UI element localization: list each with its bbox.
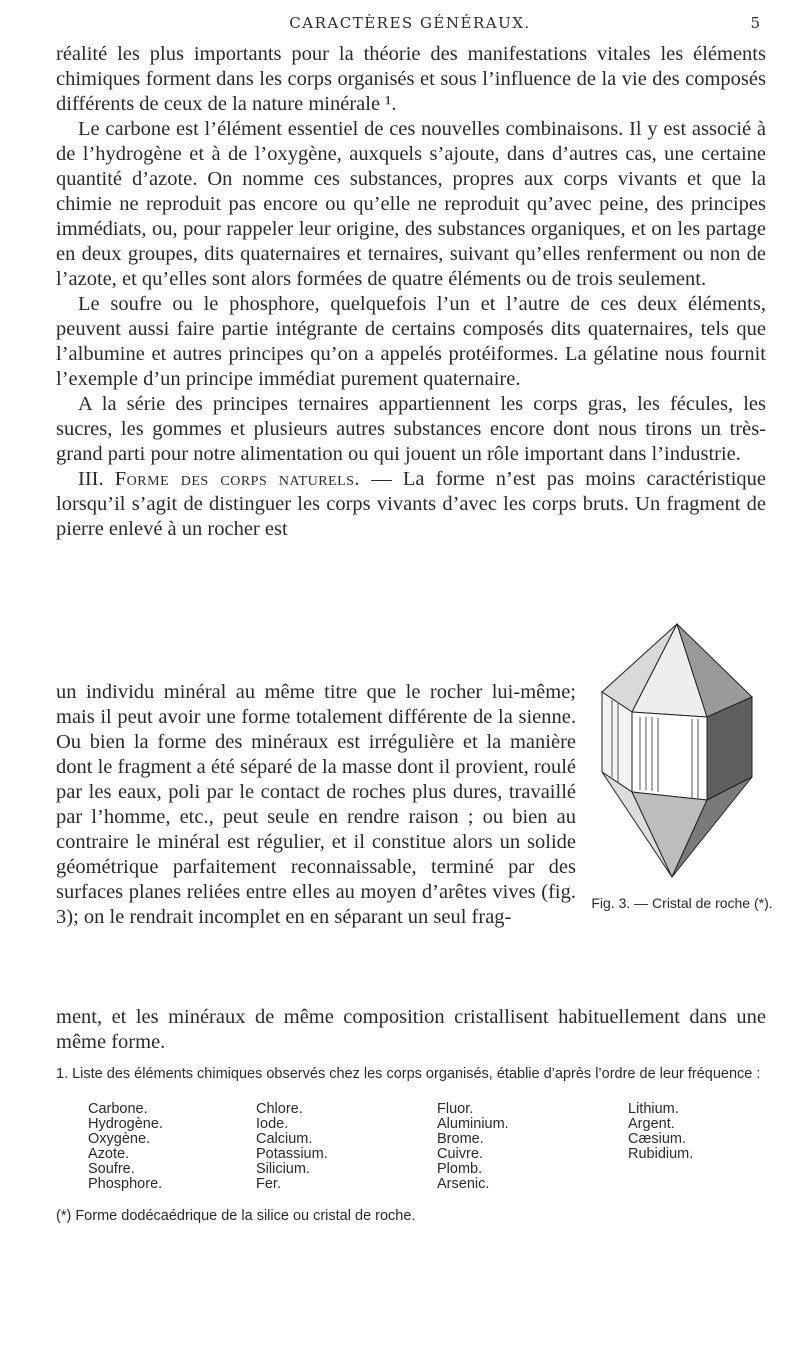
element-name: Rubidium. [628,1146,694,1162]
paragraph: Le carbone est l’élément essentiel de ces nouvelles combinaisons. Il y est associé à de l’hydrogène et à de l’oxygène, auxquels s’ajoute, dans d’autres cas, une certaine quantité d’azote. On nomme ces substances, propres aux corps vivants et que la chimie ne reproduit pas encore ou qu’elle ne reproduit qu’avec peine, des principes immédiats, ou, pour rappeler leur origine, des substances organiques, et on les partage en deux groupes, dits quaternaires et ternaires, suivant qu’elles renferment ou non de l’azote, et qu’elles sont alors formées de quatre éléments ou de trois seulement. [56,118,766,290]
page-header [60,14,760,38]
paragraph: A la série des principes ternaires appartiennent les corps gras, les fécules, les sucres, les gommes et plusieurs autres substances encore dont nous tirons un très-grand parti pour notre alimentation ou qui jouent un rôle important dans l’industrie. [56,393,766,465]
figure-caption: Fig. 3. — Cristal de roche (*). [591,895,773,911]
element-name: Aluminium. [437,1116,509,1132]
element-name: Phosphore. [88,1176,163,1192]
section-lead: — La forme n’est pas moins caractéristique lorsqu’il s’agit de distinguer les corps vivants d’avec les corps bruts. Un fragment de pierre enlevé à un rocher est [56,468,767,540]
wrapped-text [56,680,576,930]
quartz-crystal-illustration [592,622,762,882]
paragraph: Le soufre ou le phosphore, quelquefois l’un et l’autre de ces deux éléments, peuvent aussi faire partie intégrante de certains composés dits quaternaires, tels que l’albumine et autres principes qu’on a appelés protéiformes. La gélatine nous fournit l’exemple d’un principe immédiat purement quaternaire. [56,293,766,390]
element-name: Hydrogène. [88,1116,163,1132]
paragraph: réalité les plus importants pour la théorie des manifestations vitales les éléments chimiques forment dans les corps organisés et sous l’influence de la vie des composés différents de ceux de la nature minérale ¹. [56,43,766,115]
element-name: Brome. [437,1131,484,1147]
element-name: Lithium. [628,1101,679,1117]
page-number: 5 [750,14,760,32]
element-name: Arsenic. [437,1176,490,1192]
paragraph-wrapped: un individu minéral au même titre que le rocher lui-même; mais il peut avoir une forme totalement différente de la sienne. Ou bien la forme des minéraux est irrégulière et la manière dont le fragment a été séparé de la masse dont il provient, roulé par les eaux, poli par le contact de roches plus dures, travaillé par l’homme, etc., peut seule en rendre raison ; ou bien au contraire le minéral est régulier, et il constitue alors un solide géométrique parfaitement reconnaissable, terminé par des surfaces planes reliées entre elles au moyen d’arêtes vives (fig. 3); on le rendrait incomplet en en séparant un seul frag- [56,681,576,928]
paragraph-tail [56,1005,766,1055]
section-heading: Forme des corps naturels. [114,468,361,490]
footnote-intro: 1. Liste des éléments chimiques observés chez les corps organisés, établie d’après l’ordre de leur fréquence : [56,1066,761,1082]
element-name: Azote. [88,1146,130,1162]
element-name: Fer. [256,1176,281,1192]
element-name: Iode. [256,1116,289,1132]
crystal-prism-mid-face [632,712,707,800]
element-name: Silicium. [256,1161,310,1177]
element-name: Cæsium. [628,1131,687,1147]
element-name: Argent. [628,1116,675,1132]
element-name: Carbone. [88,1101,148,1117]
running-title: CARACTÈRES GÉNÉRAUX. [289,14,531,32]
paragraph-tail-text: ment, et les minéraux de même composition cristallisent habituellement dans une même forme. [56,1006,766,1053]
body-text [56,42,766,542]
element-name: Calcium. [256,1131,313,1147]
section-number: III. [78,468,104,490]
element-name: Potassium. [256,1146,328,1162]
element-column [256,1102,328,1192]
element-column [437,1102,509,1192]
footnote-element-columns [88,1102,768,1202]
element-name: Cuivre. [437,1146,483,1162]
figure-footnote: (*) Forme dodécaédrique de la silice ou cristal de roche. [56,1208,416,1224]
element-name: Soufre. [88,1161,135,1177]
section-paragraph [56,467,766,542]
element-column [628,1102,693,1162]
element-name: Plomb. [437,1161,483,1177]
element-column [88,1102,163,1192]
element-name: Oxygène. [88,1131,151,1147]
element-name: Chlore. [256,1101,303,1117]
element-name: Fluor. [437,1101,474,1117]
